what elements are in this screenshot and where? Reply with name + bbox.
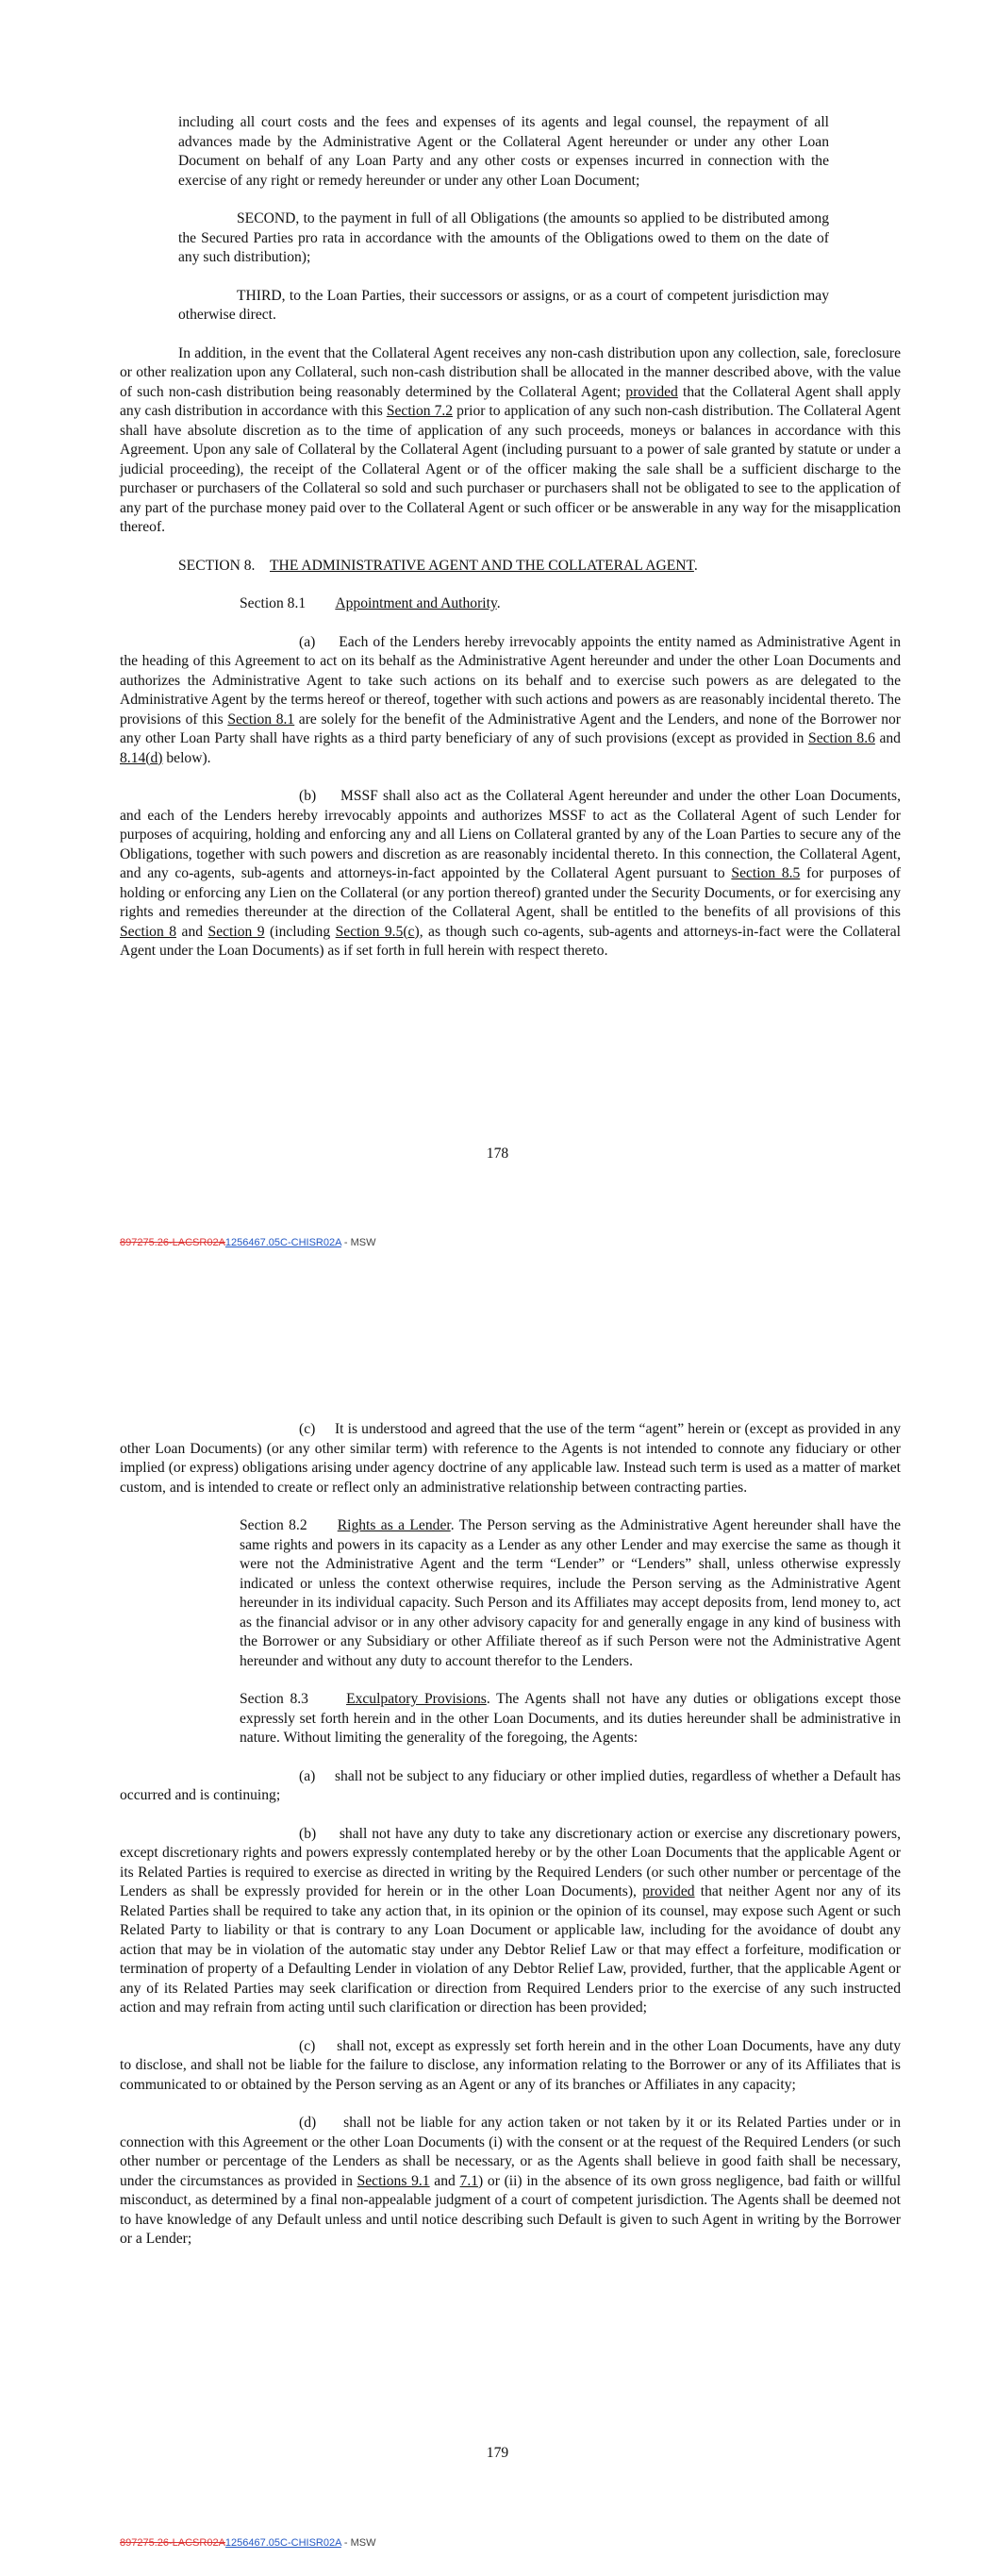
page-number: 178 (486, 1146, 509, 1162)
page-number: 179 (486, 2445, 509, 2461)
footer-inserted-id: 1256467.05C-CHISR02A (224, 1237, 341, 1248)
waterfall-continuation: including all court costs and the fees and expenses of its agents and legal counsel, the repayment of all advances made by the Administrative Agent or the Collateral Agent hereunder or under any other Loan Document on behalf of any Loan Party and any other costs or expenses incurred in connection with the exercise of any right or remedy hereunder or under any other Loan Document; (178, 114, 829, 189)
section-8-1-b: (b) MSSF shall also act as the Collateral Agent hereunder and under the other Loan Documents, and each of the Lenders hereby irrevocably appoints and authorizes MSSF to act as the Collateral Agent of such Lender for purposes of acquiring, holding and enforcing any and all Liens on Collateral granted by any of the Loan Parties to secure any of the Obligations, together with such powers and discretion as are reasonably incidental thereto. In this connection, the Collateral Agent, and any co-agents, sub-agents and attorneys-in-fact appointed by the Collateral Agent pursuant to Section 8.5 for purposes of holding or enforcing any Lien on the Collateral (or any portion thereof) granted under the Security Documents, or for exercising any rights and remedies thereunder at the direction of the Collateral Agent, shall be entitled to the benefits of all provisions of this Section 8 and Section 9 (including Section 9.5(c), as though such co-agents, sub-agents and attorneys-in-fact were the Collateral Agent under the Loan Documents) as if set forth in full herein with respect thereto. (120, 788, 901, 959)
section-8-3-b: (b) shall not have any duty to take any discretionary action or exercise any discretionary powers, except discretionary rights and powers expressly contemplated hereby or by the other Loan Documents that the applicable Agent or its Related Parties is required to exercise as directed in writing by the Required Lenders (or such other number or percentage of the Lenders as shall be expressly provided for herein or in the other Loan Documents), provided that neither Agent nor any of its Related Parties shall be required to take any action that, in its opinion or the opinion of its counsel, may expose such Agent or such Related Party to liability or that is contrary to any Loan Document or applicable law, including for the avoidance of doubt any action that may be in violation of the automatic stay under any Debtor Relief Law or that may effect a forfeiture, modification or termination of property of a Defaulting Lender in violation of any Debtor Relief Law, provided, further, that the applicable Agent or any of its Related Parties may seek clarification or direction from Required Lenders prior to the exercise of any such instructed action and may refrain from acting until such clarification or direction has been provided; (120, 1825, 901, 2016)
section-8-1-heading: Section 8.1 Appointment and Authority. (240, 595, 501, 611)
waterfall-third: THIRD, to the Loan Parties, their successors or assigns, or as a court of competent jurisdiction may otherwise direct. (178, 287, 829, 323)
page-178-body (120, 113, 901, 962)
footer-deleted-id: 897275.26-LACSR02A (120, 2537, 225, 2549)
section-8-1-a: (a) Each of the Lenders hereby irrevocably appoints the entity named as Administrative Agent in the heading of this Agreement to act on its behalf as the Administrative Agent hereunder and under the other Loan Documents and authorizes the Administrative Agent to take such actions on its behalf and to exercise such powers as are delegated to the Administrative Agent by the terms hereof or thereof, together with such actions and powers as are reasonably incidental thereto. The provisions of this Section 8.1 are solely for the benefit of the Administrative Agent and the Lenders, and none of the Borrower nor any other Loan Party shall have rights as a third party beneficiary of any of such provisions (except as provided in Section 8.6 and 8.14(d) below). (120, 633, 901, 766)
section-8-3-a: (a) shall not be subject to any fiduciary or other implied duties, regardless of whether a Default has occurred and is continuing; (120, 1767, 901, 1803)
footer-suffix: - MSW (340, 2537, 376, 2549)
document-footer (120, 1236, 376, 1249)
section-8-3-d: (d) shall not be liable for any action taken or not taken by it or its Related Parties under or in connection with this Agreement or the other Loan Documents (i) with the consent or at the request of the Required Lenders (or such other number or percentage of the Lenders as shall be necessary, or as the Agents shall believe in good faith shall be necessary, under the circumstances as provided in Sections 9.1 and 7.1) or (ii) in the absence of its own gross negligence, bad faith or willful misconduct, as determined by a final non-appealable judgment of a court of competent jurisdiction. The Agents shall be deemed not to have knowledge of any Default unless and until notice describing such Default is given to such Agent in writing by the Borrower or a Lender; (120, 2115, 902, 2247)
footer-inserted-id: 1256467.05C-CHISR02A (224, 2537, 341, 2549)
page-179-body (120, 1420, 901, 2250)
footer-suffix: - MSW (340, 1237, 376, 1248)
section-8-heading: SECTION 8. THE ADMINISTRATIVE AGENT AND THE COLLATERAL AGENT. (178, 557, 698, 574)
section-8-2: Section 8.2 Rights as a Lender. The Person serving as the Administrative Agent hereunder shall have the same rights and powers in its capacity as a Lender as any other Lender and may exercise the same as though it were not the Administrative Agent and the term “Lender” or “Lenders” shall, unless otherwise expressly indicated or unless the context otherwise requires, include the Person serving as the Administrative Agent hereunder in its individual capacity. Such Person and its Affiliates may accept deposits from, lend money to, act as the financial advisor or in any other advisory capacity for and generally engage in any kind of business with the Borrower or any Subsidiary or other Affiliate thereof as if such Person were not the Administrative Agent hereunder and without any duty to account therefor to the Lenders. (240, 1517, 901, 1669)
document-footer (120, 2536, 376, 2550)
section-8-3-c: (c) shall not, except as expressly set forth herein and in the other Loan Documents, have any duty to disclose, and shall not be liable for the failure to disclose, any information relating to the Borrower or any of its Affiliates that is communicated to or obtained by the Person serving as an Agent or any of its branches or Affiliates in any capacity; (120, 2037, 901, 2093)
section-8-1-c: (c) It is understood and agreed that the use of the term “agent” herein or (except as provided in any other Loan Documents) (or any other similar term) with reference to the Agents is not intended to connote any fiduciary or other implied (or express) obligations arising under agency doctrine of any applicable law. Instead such term is used as a matter of market custom, and is intended to create or reflect only an administrative relationship between contracting parties. (120, 1421, 901, 1496)
waterfall-second: SECOND, to the payment in full of all Obligations (the amounts so applied to be distributed among the Secured Parties pro rata in accordance with the amounts of the Obligations owed to them on the date of any such distribution); (178, 210, 829, 265)
section-8-3: Section 8.3 Exculpatory Provisions. The Agents shall not have any duties or obligations except those expressly set forth herein and in the other Loan Documents, and its duties hereunder shall be administrative in nature. Without limiting the generality of the foregoing, the Agents: (240, 1691, 901, 1746)
non-cash-distribution-paragraph: In addition, in the event that the Collateral Agent receives any non-cash distribution upon any collection, sale, foreclosure or other realization upon any Collateral, such non-cash distribution shall be allocated in the manner described above, with the value of such non-cash distribution being reasonably determined by the Collateral Agent; provided that the Collateral Agent shall apply any cash distribution in accordance with this Section 7.2 prior to application of any such non-cash distribution. The Collateral Agent shall have absolute discretion as to the time of application of any such proceeds, moneys or balances in accordance with this Agreement. Upon any sale of Collateral by the Collateral Agent (including pursuant to a power of sale granted by statute or under a judicial proceeding), the receipt of the Collateral Agent or of the officer making the sale shall be a sufficient discharge to the purchaser or purchasers of the Collateral so sold and such purchaser or purchasers shall not be obligated to see to the application of any part of the purchase money paid over to the Collateral Agent or such officer or be answerable in any way for the misapplication thereof. (120, 344, 901, 535)
footer-deleted-id: 897275.26-LACSR02A (120, 1237, 225, 1248)
